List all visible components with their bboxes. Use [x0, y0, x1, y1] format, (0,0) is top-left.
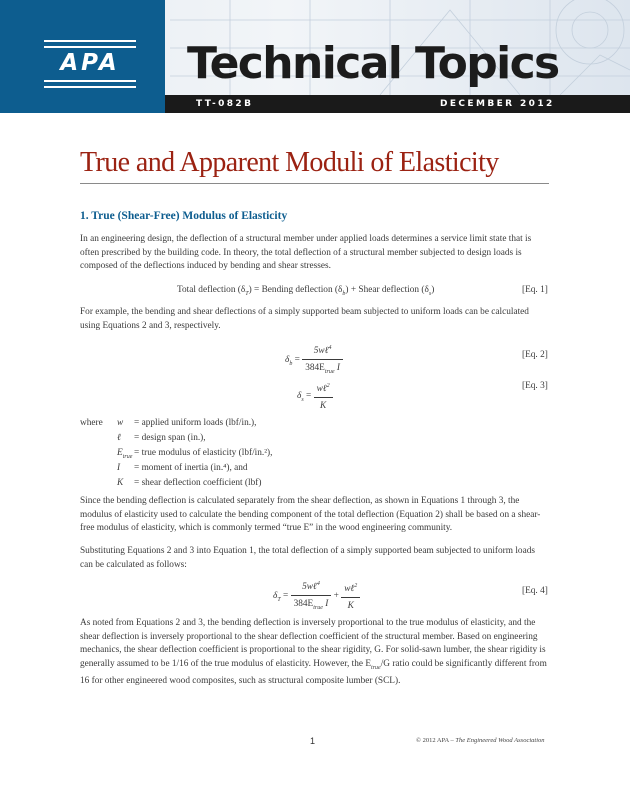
eq1-sub: T: [245, 290, 249, 297]
eq4-exponent: 2: [354, 582, 358, 589]
eq4-exponent: 4: [316, 581, 320, 587]
paragraph-2: For example, the bending and shear deflections of a simply supported beam subjected to uniform loads can be calculated using Equations 2 and 3, respectively.: [80, 307, 529, 331]
logo-rule: [44, 86, 136, 88]
logo-rule: [44, 40, 136, 42]
copyright-text: © 2012 APA –: [416, 737, 454, 744]
copyright-tagline: The Engineered Wood Association: [455, 737, 545, 744]
section-heading: 1. True (Shear-Free) Modulus of Elasticity: [80, 210, 288, 222]
eq2-numerator: 5wℓ: [313, 346, 329, 357]
eq4-numerator: 5wℓ: [302, 582, 317, 593]
apa-logo: [0, 0, 165, 113]
eq1-text: ) + Shear deflection (δ: [345, 285, 429, 295]
where-label: where: [80, 418, 103, 428]
eq3-sub: s: [301, 397, 304, 404]
var-w: w: [117, 418, 124, 428]
document-title: True and Apparent Moduli of Elasticity: [80, 147, 499, 178]
page-number: 1: [310, 736, 316, 746]
eq4-equals: =: [283, 591, 289, 602]
eq2-denominator: 384E: [305, 363, 325, 374]
var-e-symbol: E: [117, 448, 123, 458]
para5-text: As noted from Equations 2 and 3, the bending deflection is inversely proportional to the true modulus of elasticity, and the shear deflection is inversely proportional to the shear deflection coefficient of the structural member. Based on engineering mechanics, the shear deflection coefficient is proportional to the shear rigidity, G. For solid-sawn lumber, the shear rigidity is generally assumed to be 1/16 of the true modulus of elasticity. However, the E: [80, 618, 546, 669]
eq4-numerator: wℓ: [344, 584, 355, 595]
def-e: = true modulus of elasticity (lbf/in.²),: [134, 448, 273, 458]
eq2-fraction: [302, 342, 343, 378]
logo-text: APA: [60, 50, 120, 76]
eq3-numerator: wℓ: [316, 384, 327, 395]
eq3-label: [Eq. 3]: [522, 381, 548, 391]
document-code: TT-082B: [196, 99, 254, 109]
eq1-label: [Eq. 1]: [522, 285, 548, 295]
equation-1: [177, 284, 434, 300]
eq3-denominator: K: [320, 401, 327, 412]
def-i: = moment of inertia (in.⁴), and: [134, 463, 248, 473]
eq1-text: ) = Bending deflection (δ: [248, 285, 343, 295]
eq4-denominator: K: [347, 601, 354, 612]
paragraph-4: Substituting Equations 2 and 3 into Equation 1, the total deflection of a simply supported beam subjected to uniform loads can be calculated as follows:: [80, 546, 535, 570]
paragraph-5: [80, 617, 550, 688]
paragraph-1: In an engineering design, the deflection of a structural member under applied loads determines a service limit state that is often prescribed by the building code. In theory, the total deflection of a structural member subjected to design loads is composed of the deflections induced by bending and shear stresses.: [80, 234, 532, 271]
def-l: = design span (in.),: [134, 433, 206, 443]
para5-sub: true: [371, 664, 381, 671]
equation-2: [285, 342, 343, 378]
para5-text: /G ratio could be significantly different from 16 for other engineered wood composites, such as structural composite lumber (SCL).: [80, 658, 547, 686]
def-w: = applied uniform loads (lbf/in.),: [134, 418, 257, 428]
def-k: = shear deflection coefficient (lbf): [134, 478, 262, 488]
publication-title: Technical Topics: [187, 38, 559, 89]
eq1-sub: b: [342, 290, 346, 297]
eq2-exponent: 4: [328, 345, 332, 351]
eq2-label: [Eq. 2]: [522, 350, 548, 360]
var-l: ℓ: [117, 433, 121, 443]
eq3-fraction: [314, 380, 333, 412]
eq2-sub: b: [289, 360, 293, 367]
eq4-fraction-2: [341, 580, 360, 612]
equation-3: [297, 380, 333, 412]
eq4-sub: true: [313, 604, 323, 611]
eq4-inertia: I: [325, 599, 329, 610]
eq2-sub: true: [324, 368, 335, 375]
eq4-symbol: δ: [273, 591, 278, 602]
eq1-sub: s: [428, 290, 432, 297]
eq4-fraction-1: [291, 578, 332, 614]
eq2-inertia: I: [336, 363, 340, 374]
eq4-denominator: 384E: [293, 599, 314, 610]
eq4-sub: T: [277, 596, 281, 603]
document-date: DECEMBER 2012: [440, 99, 555, 109]
eq3-exponent: 2: [326, 383, 330, 389]
eq1-text: ): [431, 285, 435, 295]
eq3-symbol: δ: [297, 391, 302, 402]
title-divider: [80, 183, 549, 184]
eq1-text: Total deflection (δ: [177, 285, 246, 295]
var-i: I: [117, 463, 121, 473]
eq2-equals: =: [294, 355, 300, 366]
logo-rule: [44, 46, 136, 48]
eq3-equals: =: [306, 391, 312, 402]
logo-rule: [44, 80, 136, 82]
eq2-symbol: δ: [285, 355, 290, 366]
var-e-sub: true: [122, 453, 133, 460]
equation-4: [273, 578, 360, 614]
paragraph-3: Since the bending deflection is calculated separately from the shear deflection, as shown in Equations 1 through 3, the modulus of elasticity used to calculate the bending component of the total deflection (Equation 2) shall be based on a shear-free modulus of elasticity, which is commonly termed “true E” in the wood engineering community.: [80, 496, 541, 533]
eq4-label: [Eq. 4]: [522, 586, 548, 596]
copyright: [416, 737, 545, 744]
var-k: K: [117, 478, 124, 488]
eq4-plus: +: [333, 591, 339, 602]
